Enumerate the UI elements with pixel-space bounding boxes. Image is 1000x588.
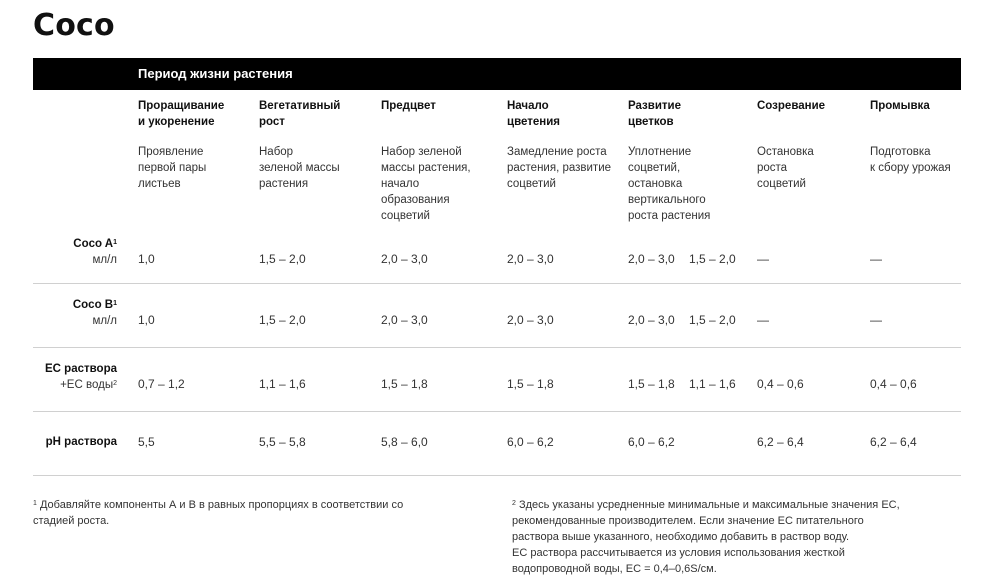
stage-title: Созревание <box>757 100 826 112</box>
footnote-1 <box>33 497 473 529</box>
row-label <box>27 434 117 450</box>
table-cell: 1,1 – 1,6 <box>259 377 306 391</box>
table-cell: 5,5 <box>138 435 155 449</box>
table-cell: 6,2 – 6,4 <box>757 435 804 449</box>
table-cell: 1,0 <box>138 313 155 327</box>
footnote-2 <box>512 497 962 577</box>
table-cell: 1,5 – 2,0 <box>259 313 306 327</box>
lifecycle-banner <box>33 58 961 90</box>
row-label-text: pH раствора <box>45 436 117 448</box>
banner-label: Период жизни растения <box>138 66 293 81</box>
table-cell: 6,0 – 6,2 <box>628 435 675 449</box>
row-label <box>27 361 117 393</box>
footnote-2-mark: 2 <box>512 500 516 507</box>
stage-description: Уплотнение соцветий, остановка вертикального роста растения <box>628 146 711 222</box>
row-label-unit-text: +EC воды <box>60 379 114 391</box>
table-cell-secondary: 1,5 – 2,0 <box>689 252 736 266</box>
row-label-unit-text: мл/л <box>92 254 117 266</box>
table-cell: 5,5 – 5,8 <box>259 435 306 449</box>
table-cell: 1,5 – 2,0 <box>259 252 306 266</box>
table-cell: 2,0 – 3,0 <box>628 313 675 327</box>
row-label <box>27 236 117 268</box>
row-label-footnote-mark: 1 <box>113 300 117 307</box>
table-cell: 2,0 – 3,0 <box>628 252 675 266</box>
stage-description: Проявление первой пары листьев <box>138 146 207 190</box>
row-divider <box>33 347 961 348</box>
table-cell: 0,7 – 1,2 <box>138 377 185 391</box>
stage-title: Начало цветения <box>507 100 560 128</box>
table-cell: — <box>870 252 882 266</box>
row-label-text: EC раствора <box>45 363 117 375</box>
stage-description: Замедление роста растения, развитие соцветий <box>507 146 612 190</box>
row-label-main <box>27 434 117 450</box>
table-cell-secondary: 1,1 – 1,6 <box>689 377 736 391</box>
table-cell-secondary: 1,5 – 2,0 <box>689 313 736 327</box>
row-label-text: Coco B <box>72 299 114 311</box>
stage-description: Набор зеленой массы растения <box>259 146 340 190</box>
row-label-main <box>27 297 117 313</box>
row-label-text: Coco A <box>73 238 114 250</box>
stage-title: Промывка <box>870 100 930 112</box>
table-cell: 2,0 – 3,0 <box>507 313 554 327</box>
table-cell: 2,0 – 3,0 <box>381 252 428 266</box>
stage-title: Предцвет <box>381 100 436 112</box>
row-divider <box>33 283 961 284</box>
stage-title: Вегетативный рост <box>259 100 341 128</box>
stage-description: Подготовка к сбору урожая <box>870 146 951 174</box>
table-cell: 5,8 – 6,0 <box>381 435 428 449</box>
stage-description: Остановка роста соцветий <box>757 146 814 190</box>
table-cell: — <box>757 252 769 266</box>
table-cell: 1,5 – 1,8 <box>507 377 554 391</box>
table-cell: 2,0 – 3,0 <box>507 252 554 266</box>
row-label-unit <box>27 377 117 393</box>
stage-description: Набор зеленой массы растения, начало образования соцветий <box>381 146 471 222</box>
stage-title: Проращивание и укоренение <box>138 100 225 128</box>
row-divider <box>33 411 961 412</box>
row-label-unit-text: мл/л <box>92 315 117 327</box>
row-unit-footnote-mark: 2 <box>113 380 117 387</box>
stage-title: Развитие цветков <box>628 100 682 128</box>
page-title: Coco <box>33 8 115 43</box>
table-cell: 1,5 – 1,8 <box>381 377 428 391</box>
table-cell: — <box>870 313 882 327</box>
row-divider <box>33 475 961 476</box>
table-cell: 0,4 – 0,6 <box>757 377 804 391</box>
table-cell: 2,0 – 3,0 <box>381 313 428 327</box>
table-cell: 6,0 – 6,2 <box>507 435 554 449</box>
row-label-unit <box>27 313 117 329</box>
table-cell: 0,4 – 0,6 <box>870 377 917 391</box>
row-label-main <box>27 361 117 377</box>
row-label-main <box>27 236 117 252</box>
footnote-1-mark: 1 <box>33 500 37 507</box>
footnote-1-text: Добавляйте компоненты А и В в равных пропорциях в соответствии со стадией роста. <box>33 499 404 527</box>
table-cell: 1,0 <box>138 252 155 266</box>
table-cell: 1,5 – 1,8 <box>628 377 675 391</box>
row-label-unit <box>27 252 117 268</box>
footnote-2-text: Здесь указаны усредненные минимальные и максимальные значения EC, рекомендованные производителем. Если значение EC питательного раствора выше указанного, необходимо добавить в раствор воду. EC раствора рассчитывается из условия использования жесткой водопроводной воды, EC = 0,4–0,6S/см. <box>512 499 900 575</box>
table-cell: 6,2 – 6,4 <box>870 435 917 449</box>
row-label-footnote-mark: 1 <box>113 239 117 246</box>
row-label <box>27 297 117 329</box>
table-cell: — <box>757 313 769 327</box>
